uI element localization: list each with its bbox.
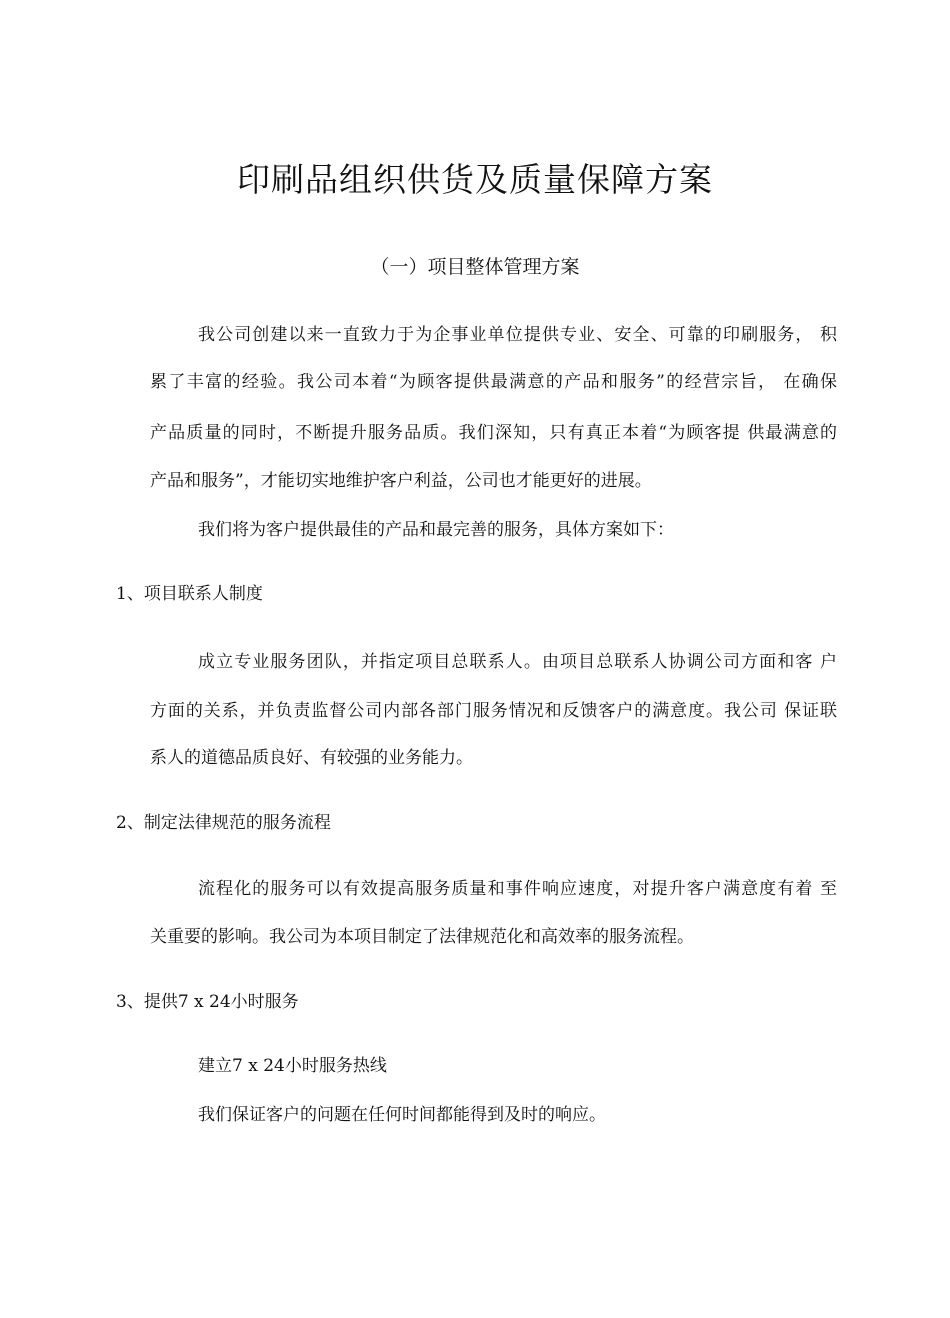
document-title: 印刷品组织供货及质量保障方案 (237, 160, 713, 199)
paragraph-line: 关重要的影响。我公司为本项目制定了法律规范化和高效率的服务流程。 (150, 927, 694, 947)
section-heading: 2、制定法律规范的服务流程 (116, 813, 331, 833)
paragraph-line: 我们保证客户的问题在任何时间都能得到及时的响应。 (198, 1105, 606, 1125)
paragraph-line: 产品和服务”，才能切实地维护客户利益，公司也才能更好的进展。 (150, 471, 652, 491)
paragraph-line: 系人的道德品质良好、有较强的业务能力。 (150, 748, 473, 768)
paragraph-line: 流程化的服务可以有效提高服务质量和事件响应速度，对提升客户满意度有着 至 (198, 879, 837, 899)
paragraph-line: 我公司创建以来一直致力于为企事业单位提供专业、安全、可靠的印刷服务， 积 (198, 325, 837, 345)
section-heading: 1、项目联系人制度 (116, 584, 263, 604)
paragraph-line: 建立7 x 24小时服务热线 (198, 1056, 387, 1076)
paragraph-line: 我们将为客户提供最佳的产品和最完善的服务，具体方案如下： (198, 520, 674, 540)
paragraph-line: 累了丰富的经验。我公司本着“为顾客提供最满意的产品和服务”的经营宗旨， 在确保 (150, 372, 837, 392)
paragraph-line: 方面的关系，并负责监督公司内部各部门服务情况和反馈客户的满意度。我公司 保证联 (150, 701, 837, 721)
paragraph-line: 成立专业服务团队，并指定项目总联系人。由项目总联系人协调公司方面和客 户 (198, 652, 837, 672)
section-subtitle: （一）项目整体管理方案 (370, 256, 580, 278)
section-heading: 3、提供7 x 24小时服务 (116, 992, 299, 1012)
paragraph-line: 产品质量的同时，不断提升服务品质。我们深知，只有真正本着“为顾客提 供最满意的 (150, 423, 837, 443)
